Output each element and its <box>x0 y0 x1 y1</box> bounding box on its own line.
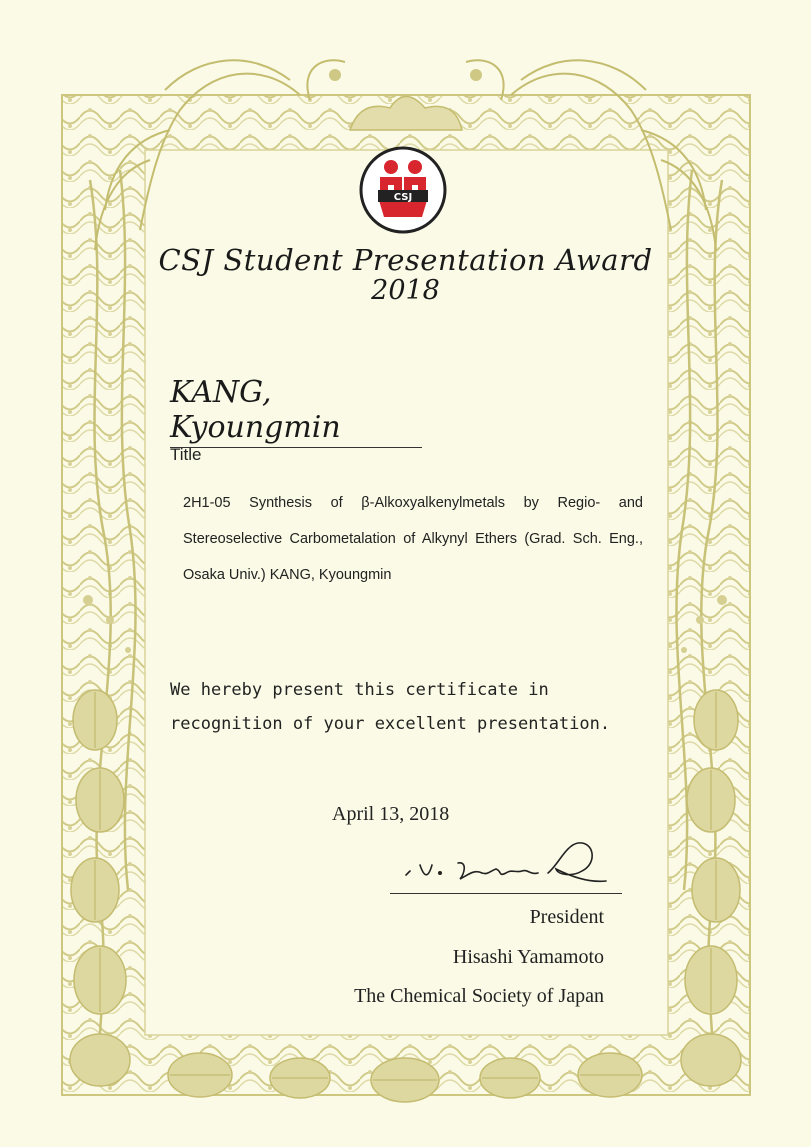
organization-name: The Chemical Society of Japan <box>354 985 604 1007</box>
signer-name: Hisashi Yamamoto <box>452 946 604 968</box>
award-title: CSJ Student Presentation Award <box>158 243 653 277</box>
signature-line <box>390 893 622 894</box>
award-year: 2018 <box>371 275 440 306</box>
recognition-text <box>170 673 640 741</box>
signature-icon <box>398 835 608 895</box>
recognition-line-1: We hereby present this certificate in <box>170 680 549 700</box>
title-label: Title <box>170 445 202 464</box>
csj-logo-icon <box>358 145 448 235</box>
award-date: April 13, 2018 <box>332 803 450 825</box>
logo-text: CSJ <box>393 192 413 203</box>
recipient-name: KANG, Kyoungmin <box>170 375 422 448</box>
signer-role: President <box>529 906 604 928</box>
recognition-line-2: recognition of your excellent presentation. <box>170 714 611 734</box>
presentation-title: 2H1-05 Synthesis of β-Alkoxyalkenylmetals by Regio- and Stereoselective Carbometalation of Alkynyl Ethers (Grad. Sch. Eng., Osaka Univ.) KANG, Kyoungmin <box>183 495 643 583</box>
